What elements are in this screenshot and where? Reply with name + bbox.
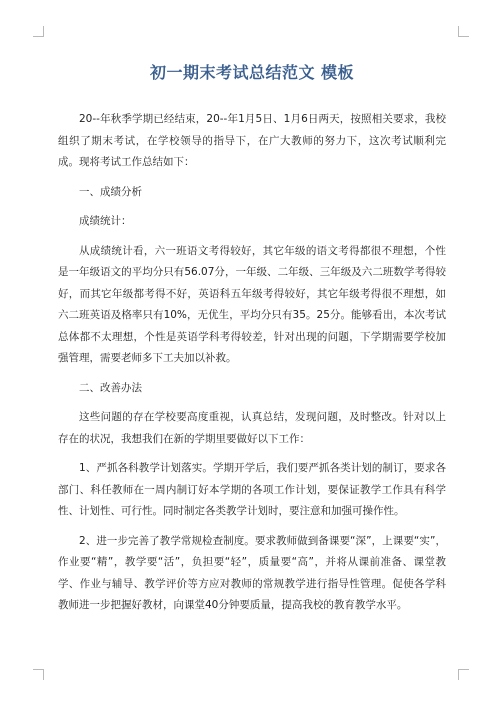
- section1-body: 从成绩统计看，六一班语文考得较好，其它年级的语文考得都很不理想，个性是一年级语文的平均分只有56.07分，一年级、二年级、三年级及六二班数学考得较好，而其它年级都考得不好，英语科五年级考得较好，其它年级考得很不理想，如六二班英语及格率只有10%，无优生，平均分只有35。25分。能够看出，本次考试总体都不太理想，个性是英语学科考得较差，针对出现的问题，下学期需要学校加强管理，需要老师多下工夫加以补救。: [58, 244, 446, 364]
- document-page: [58, 60, 446, 625]
- section2-heading: 二、改善办法: [79, 381, 142, 394]
- document-title: 初一期末考试总结范文 模板: [149, 63, 355, 82]
- crop-mark-bottom-right: [458, 669, 469, 680]
- crop-mark-bottom-left: [33, 669, 44, 680]
- section2-intro: 这些问题的存在学校要高度重视，认真总结，发现问题，及时整改。针对以上存在的状况，我想我们在新的学期里要做好以下工作：: [58, 411, 446, 445]
- intro-paragraph: 20--年秋季学期已经结束，20--年1月5日、1月6日两天，按照相关要求，我校组织了期末考试，在学校领导的指导下，在广大教师的努力下，这次考试顺利完成。现将考试工作总结如下：: [58, 113, 446, 168]
- section1-heading: 一、成绩分析: [79, 185, 142, 198]
- crop-mark-top-left: [33, 26, 44, 37]
- section1-subheading: 成绩统计：: [79, 215, 132, 227]
- section2-item-2: 2、进一步完善了教学常规检查制度。要求教师做到备课要“深”，上课要“实”，作业要“精”，教学要“活”，负担要“轻”，质量要“高”，并将从课前准备、课堂教学、作业与辅导、教学评价等方应对教师的常规教学进行指导性管理。促使各学科教师进一步把握好教材，向课堂40分钟要质量，提高我校的教育教学水平。: [58, 534, 446, 611]
- crop-mark-top-right: [458, 26, 469, 37]
- section2-item-1: 1、严抓各科教学计划落实。学期开学后，我们要严抓各类计划的制订，要求各部门、科任教师在一周内制订好本学期的各项工作计划，要保证教学工作具有科学性、计划性、可行性。同时制定各类教学计划时，要注意和加强可操作性。: [58, 462, 446, 517]
